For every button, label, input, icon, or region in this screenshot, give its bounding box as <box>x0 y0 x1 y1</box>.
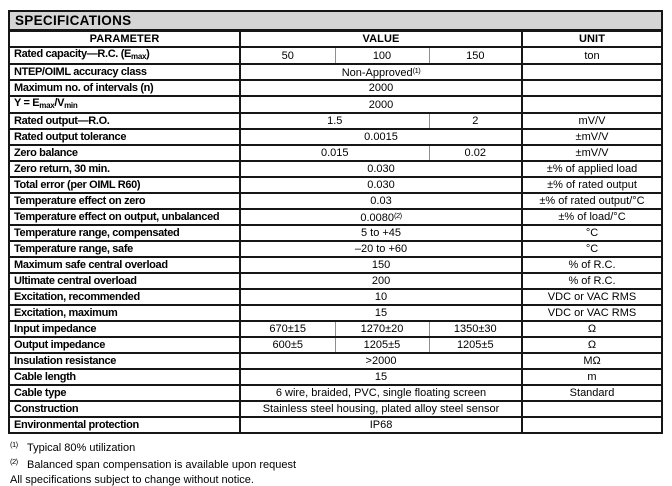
value-cell: 2 <box>429 113 522 129</box>
value-cell: 150 <box>240 257 522 273</box>
value-text: 0.0080 <box>360 212 394 224</box>
unit-cell: ±% of rated output <box>522 177 661 193</box>
value-cell: 0.0015 <box>240 129 522 145</box>
table-row <box>10 305 661 321</box>
value-cell: 2000 <box>240 96 522 113</box>
unit-cell: ±% of rated output/°C <box>522 193 661 209</box>
value-cell: 1205±5 <box>335 337 429 353</box>
unit-cell: MΩ <box>522 353 661 369</box>
parameter-text: /V <box>54 97 65 109</box>
footnote-text: Balanced span compensation is available upon request <box>27 459 297 471</box>
unit-cell: Ω <box>522 321 661 337</box>
parameter-cell: Construction <box>10 401 240 417</box>
subscript-text: max <box>131 52 147 61</box>
parameter-cell: Ultimate central overload <box>10 273 240 289</box>
parameter-cell <box>10 96 240 113</box>
value-cell: 1350±30 <box>429 321 522 337</box>
header-row <box>10 32 661 47</box>
unit-cell: % of R.C. <box>522 257 661 273</box>
value-cell: 10 <box>240 289 522 305</box>
unit-cell <box>522 80 661 96</box>
value-cell: 15 <box>240 369 522 385</box>
value-cell: 0.015 <box>240 145 429 161</box>
table-row <box>10 161 661 177</box>
unit-cell: Ω <box>522 337 661 353</box>
value-cell: 1205±5 <box>429 337 522 353</box>
table-row <box>10 80 661 96</box>
unit-cell: ±mV/V <box>522 145 661 161</box>
parameter-cell: Output impedance <box>10 337 240 353</box>
parameter-cell: Rated output—R.O. <box>10 113 240 129</box>
value-cell: 150 <box>429 47 522 64</box>
parameter-cell: Zero return, 30 min. <box>10 161 240 177</box>
value-cell: 0.03 <box>240 193 522 209</box>
panel-title: SPECIFICATIONS <box>15 13 132 28</box>
table-row <box>10 209 661 225</box>
table-row <box>10 289 661 305</box>
value-cell: 0.030 <box>240 161 522 177</box>
footnote-2 <box>10 457 663 471</box>
unit-cell: ±mV/V <box>522 129 661 145</box>
parameter-cell: Total error (per OIML R60) <box>10 177 240 193</box>
panel-title-bar <box>10 12 661 32</box>
value-cell: 5 to +45 <box>240 225 522 241</box>
unit-cell: ±% of load/°C <box>522 209 661 225</box>
footnote-marker: (1) <box>10 440 18 449</box>
parameter-cell: Input impedance <box>10 321 240 337</box>
value-cell: 200 <box>240 273 522 289</box>
subscript-text: min <box>64 101 78 110</box>
value-cell: 1270±20 <box>335 321 429 337</box>
parameter-cell: Zero balance <box>10 145 240 161</box>
unit-cell: VDC or VAC RMS <box>522 289 661 305</box>
parameter-cell: Temperature range, compensated <box>10 225 240 241</box>
value-cell: 50 <box>240 47 335 64</box>
parameter-cell: Rated output tolerance <box>10 129 240 145</box>
value-cell: 2000 <box>240 80 522 96</box>
superscript-marker: (1) <box>412 66 421 75</box>
parameter-cell: Cable type <box>10 385 240 401</box>
value-cell: IP68 <box>240 417 522 432</box>
parameter-cell <box>10 47 240 64</box>
table-row <box>10 225 661 241</box>
value-cell: 6 wire, braided, PVC, single floating screen <box>240 385 522 401</box>
parameter-text: Y = E <box>14 97 40 109</box>
value-cell: Stainless steel housing, plated alloy steel sensor <box>240 401 522 417</box>
value-cell: 15 <box>240 305 522 321</box>
subscript-text: max <box>39 101 55 110</box>
table-row <box>10 145 661 161</box>
header-value: VALUE <box>240 32 522 47</box>
header-parameter: PARAMETER <box>10 32 240 47</box>
table-row <box>10 321 661 337</box>
parameter-cell: NTEP/OIML accuracy class <box>10 64 240 80</box>
value-cell <box>240 209 522 225</box>
unit-cell <box>522 401 661 417</box>
datasheet-page <box>8 10 663 486</box>
unit-cell: °C <box>522 241 661 257</box>
table-row <box>10 353 661 369</box>
parameter-text: Rated capacity—R.C. (E <box>14 48 132 60</box>
parameter-cell: Environmental protection <box>10 417 240 432</box>
table-row <box>10 417 661 432</box>
footnote-text: Typical 80% utilization <box>27 442 136 454</box>
table-row <box>10 113 661 129</box>
parameter-cell: Cable length <box>10 369 240 385</box>
value-cell: >2000 <box>240 353 522 369</box>
value-cell: 0.030 <box>240 177 522 193</box>
table-row <box>10 401 661 417</box>
value-cell: 670±15 <box>240 321 335 337</box>
value-cell: 1.5 <box>240 113 429 129</box>
specifications-table <box>10 32 661 432</box>
unit-cell: mV/V <box>522 113 661 129</box>
table-row <box>10 369 661 385</box>
parameter-cell: Temperature effect on output, unbalanced <box>10 209 240 225</box>
unit-cell: VDC or VAC RMS <box>522 305 661 321</box>
table-row <box>10 193 661 209</box>
unit-cell: Standard <box>522 385 661 401</box>
parameter-cell: Temperature range, safe <box>10 241 240 257</box>
parameter-cell: Maximum no. of intervals (n) <box>10 80 240 96</box>
unit-cell <box>522 96 661 113</box>
unit-cell: m <box>522 369 661 385</box>
footnotes <box>8 440 663 486</box>
table-row <box>10 96 661 113</box>
superscript-marker: (2) <box>394 211 402 220</box>
parameter-cell: Excitation, recommended <box>10 289 240 305</box>
unit-cell: % of R.C. <box>522 273 661 289</box>
parameter-cell: Insulation resistance <box>10 353 240 369</box>
unit-cell: ton <box>522 47 661 64</box>
table-row <box>10 385 661 401</box>
table-row <box>10 257 661 273</box>
footnote-1 <box>10 440 663 454</box>
table-row <box>10 177 661 193</box>
footnote-marker: (2) <box>10 457 18 466</box>
parameter-cell: Temperature effect on zero <box>10 193 240 209</box>
value-cell: 0.02 <box>429 145 522 161</box>
table-row <box>10 47 661 64</box>
value-cell: –20 to +60 <box>240 241 522 257</box>
parameter-cell: Maximum safe central overload <box>10 257 240 273</box>
specifications-panel <box>8 10 663 434</box>
parameter-text: ) <box>146 48 150 60</box>
table-row <box>10 241 661 257</box>
unit-cell <box>522 417 661 432</box>
disclaimer-text: All specifications subject to change without notice. <box>10 474 254 486</box>
table-row <box>10 64 661 80</box>
table-row <box>10 129 661 145</box>
parameter-cell: Excitation, maximum <box>10 305 240 321</box>
header-unit: UNIT <box>522 32 661 47</box>
value-cell: 100 <box>335 47 429 64</box>
value-cell: 600±5 <box>240 337 335 353</box>
table-row <box>10 273 661 289</box>
unit-cell: °C <box>522 225 661 241</box>
unit-cell: ±% of applied load <box>522 161 661 177</box>
table-row <box>10 337 661 353</box>
value-cell <box>240 64 522 80</box>
unit-cell <box>522 64 661 80</box>
value-text: Non-Approved <box>341 67 413 79</box>
